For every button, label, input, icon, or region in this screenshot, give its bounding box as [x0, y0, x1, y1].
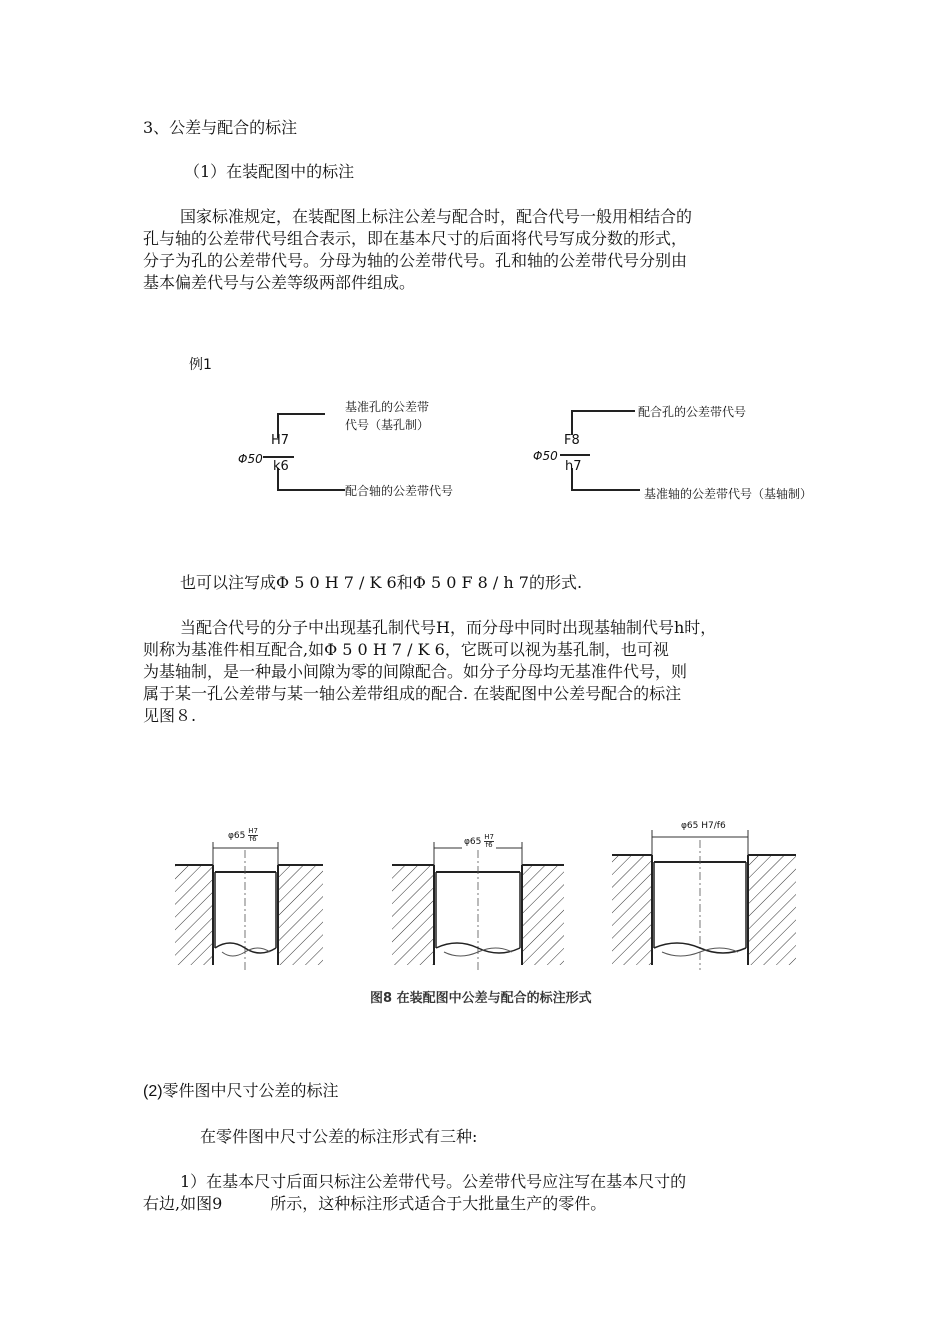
- right-numerator: F8: [564, 433, 580, 448]
- para1-line: 基本偏差代号与公差等级两部件组成。: [143, 273, 416, 292]
- fig8-dim-3: φ65 H7/f6: [681, 821, 726, 831]
- para5-line: 1）在基本尺寸后面只标注公差带代号。公差带代号应注写在基本尺寸的: [180, 1172, 687, 1191]
- paragraph-form-1: [143, 1171, 823, 1215]
- right-bottom-note: 基准轴的公差带代号（基轴制）: [644, 487, 813, 501]
- paragraph-basic-parts: [143, 617, 823, 727]
- fig8-dim-1-bottom: f6: [249, 835, 257, 843]
- paragraph-three-forms: 在零件图中尺寸公差的标注形式有三种:: [200, 1127, 478, 1146]
- fig8-dim-2-top: H7: [484, 833, 494, 841]
- right-top-note: 配合孔的公差带代号: [638, 405, 747, 419]
- para3-line: 则称为基准件相互配合,如Φ 5 0 H 7 / K 6，它既可以视为基孔制，也可视: [143, 640, 669, 659]
- left-bottom-note: 配合轴的公差带代号: [345, 484, 454, 498]
- para3-line: 当配合代号的分子中出现基孔制代号H，而分母中同时出现基轴制代号h时，: [180, 618, 717, 637]
- fig8-dim-1-main: φ65: [228, 831, 246, 841]
- left-phi: Φ50: [238, 452, 263, 466]
- para1-line: 分子为孔的公差带代号。分母为轴的公差带代号。孔和轴的公差带代号分别由: [143, 251, 688, 270]
- right-phi: Φ50: [533, 449, 558, 463]
- left-top-note-2: 代号（基孔制）: [345, 418, 430, 432]
- left-denominator: k6: [273, 459, 289, 474]
- example-figure: [180, 350, 860, 520]
- left-top-note-1: 基准孔的公差带: [345, 400, 430, 414]
- fig8-dim-2-bottom: f6: [485, 841, 493, 849]
- right-denominator: h7: [565, 459, 582, 474]
- para5-line: 右边,如图9 所示，这种标注形式适合于大批量生产的零件。: [143, 1194, 607, 1213]
- para1-line: 国家标准规定，在装配图上标注公差与配合时，配合代号一般用相结合的: [180, 207, 693, 226]
- fig8-dim-1-top: H7: [248, 827, 258, 835]
- fig8-dim-2-main: φ65: [464, 837, 482, 847]
- paragraph-alternative-notation: 也可以注写成Φ 5 0 H 7 / K 6和Φ 5 0 F 8 / h 7的形式.: [180, 573, 583, 592]
- fig8-dim-2: [462, 834, 496, 849]
- figure-8-caption: 图8 在装配图中公差与配合的标注形式: [370, 991, 592, 1006]
- left-numerator: H7: [271, 433, 290, 448]
- para3-line: 属于某一孔公差带与某一轴公差带组成的配合. 在装配图中公差号配合的标注: [143, 684, 682, 703]
- fig8-dim-1: [228, 828, 258, 843]
- para3-line: 为基轴制，是一种最小间隙为零的间隙配合。如分子分母均无基准件代号，则: [143, 662, 688, 681]
- section-heading: 3、公差与配合的标注: [143, 118, 298, 137]
- subsection-heading-part-drawing: (2)零件图中尺寸公差的标注: [143, 1083, 339, 1100]
- figure-8: [170, 820, 810, 1020]
- example-label: 例1: [189, 357, 212, 373]
- paragraph-national-standard: [143, 206, 823, 294]
- para1-line: 孔与轴的公差带代号组合表示，即在基本尺寸的后面将代号写成分数的形式，: [143, 229, 688, 248]
- subsection-heading-assembly: （1）在装配图中的标注: [184, 162, 355, 181]
- para3-line: 见图８.: [143, 706, 197, 725]
